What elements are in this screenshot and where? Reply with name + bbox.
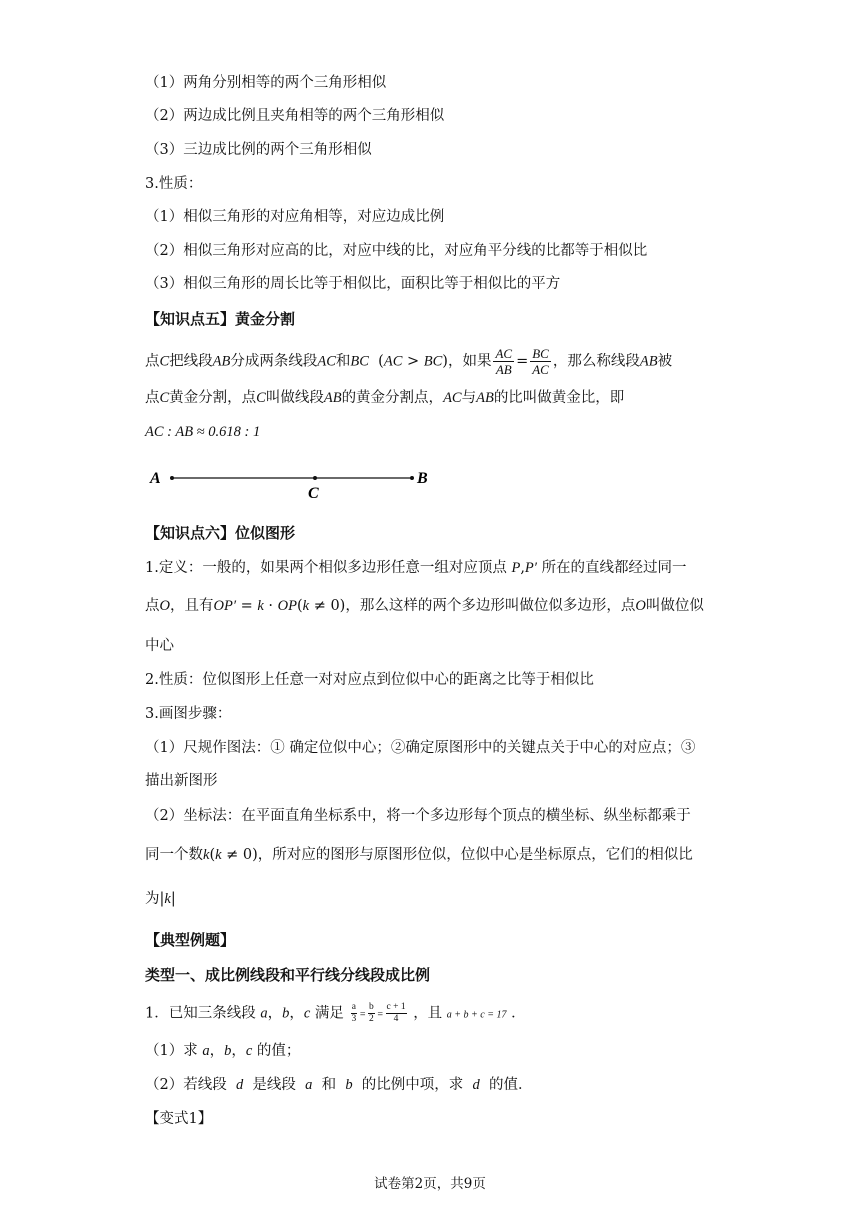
- step-1b: 描出新图形: [145, 773, 218, 789]
- question-1-part-2: （2）若线段 d 是线段 a 和 b 的比例中项，求 d 的值．: [145, 1077, 533, 1093]
- condition-3: （3）三边成比例的两个三角形相似: [145, 142, 372, 158]
- step-2c: 为|k|: [145, 891, 176, 907]
- step-2a: （2）坐标法：在平面直角坐标系中，将一个多边形每个顶点的横坐标、纵坐标都乘于: [145, 808, 691, 824]
- examples-heading: 【典型例题】: [145, 931, 236, 949]
- golden-line-1: 点C把线段AB分成两条线段AC和BC (AC > BC)，如果 $\frac{AC}{AB}$ = $\frac{BC}{AC}$ ，那么称线段AB被: [145, 346, 673, 377]
- property-2: （2）相似三角形对应高的比，对应中线的比，对应角平分线的比都等于相似比: [145, 243, 648, 259]
- type-1-heading: 类型一、成比例线段和平行线分线段成比例: [145, 966, 431, 984]
- property-3: （3）相似三角形的周长比等于相似比，面积比等于相似比的平方: [145, 276, 561, 292]
- homothety-property: 2.性质：位似图形上任意一对对应点到位似中心的距离之比等于相似比: [145, 672, 594, 688]
- condition-2: （2）两边成比例且夹角相等的两个三角形相似: [145, 108, 445, 124]
- condition-1: （1）两角分别相等的两个三角形相似: [145, 75, 387, 91]
- variant-1-label: 【变式1】: [145, 1111, 213, 1127]
- homothety-definition-2: 点O，且有OP′ = k · OP(k ≠ 0)，那么这样的两个多边形叫做位似多边形，点O叫做位似: [145, 598, 704, 614]
- property-1: （1）相似三角形的对应角相等，对应边成比例: [145, 209, 445, 225]
- fraction-ac-ab: $\frac{AC}{AB}$: [495, 346, 513, 377]
- label-b: B: [417, 470, 428, 487]
- homothety-definition-1: 1.定义：一般的，如果两个相似多边形任意一组对应顶点 P,P′ 所在的直线都经过同一: [145, 560, 687, 576]
- point-a: [170, 476, 174, 480]
- properties-title: 3.性质：: [145, 176, 203, 192]
- step-1a: （1）尺规作图法：① 确定位似中心；②确定原图形中的关键点关于中心的对应点；③: [145, 740, 696, 756]
- homothety-definition-3: 中心: [145, 638, 174, 654]
- question-1-part-1: （1）求 a，b，c 的值；: [145, 1043, 301, 1059]
- label-c: C: [308, 485, 319, 502]
- fraction-bc-ac: $\frac{BC}{AC}$: [532, 346, 549, 377]
- point-b: [410, 476, 414, 480]
- drawing-steps-title: 3.画图步骤：: [145, 706, 232, 722]
- page-footer: 试卷第2页，共9页: [374, 1176, 486, 1192]
- step-2b: 同一个数k(k ≠ 0)，所对应的图形与原图形位似，位似中心是坐标原点，它们的相似比: [145, 847, 693, 863]
- point-c: [313, 476, 317, 480]
- homothety-heading: 【知识点六】位似图形: [145, 524, 296, 542]
- golden-section-diagram: [140, 462, 440, 504]
- golden-ratio-formula: AC : AB ≈ 0.618 : 1: [145, 424, 261, 440]
- label-a: A: [150, 470, 161, 487]
- golden-heading: 【知识点五】黄金分割: [145, 310, 296, 328]
- golden-line-2: 点C黄金分割，点C叫做线段AB的黄金分割点，AC与AB的比叫做黄金比，即: [145, 390, 625, 406]
- question-1: 1．已知三条线段 a，b，c 满足 $\frac{a}{3}$ = $\frac{b}{2}$ = $\frac{c + 1}{4}$ ，且 a + b + c = 17 ．: [145, 1002, 526, 1024]
